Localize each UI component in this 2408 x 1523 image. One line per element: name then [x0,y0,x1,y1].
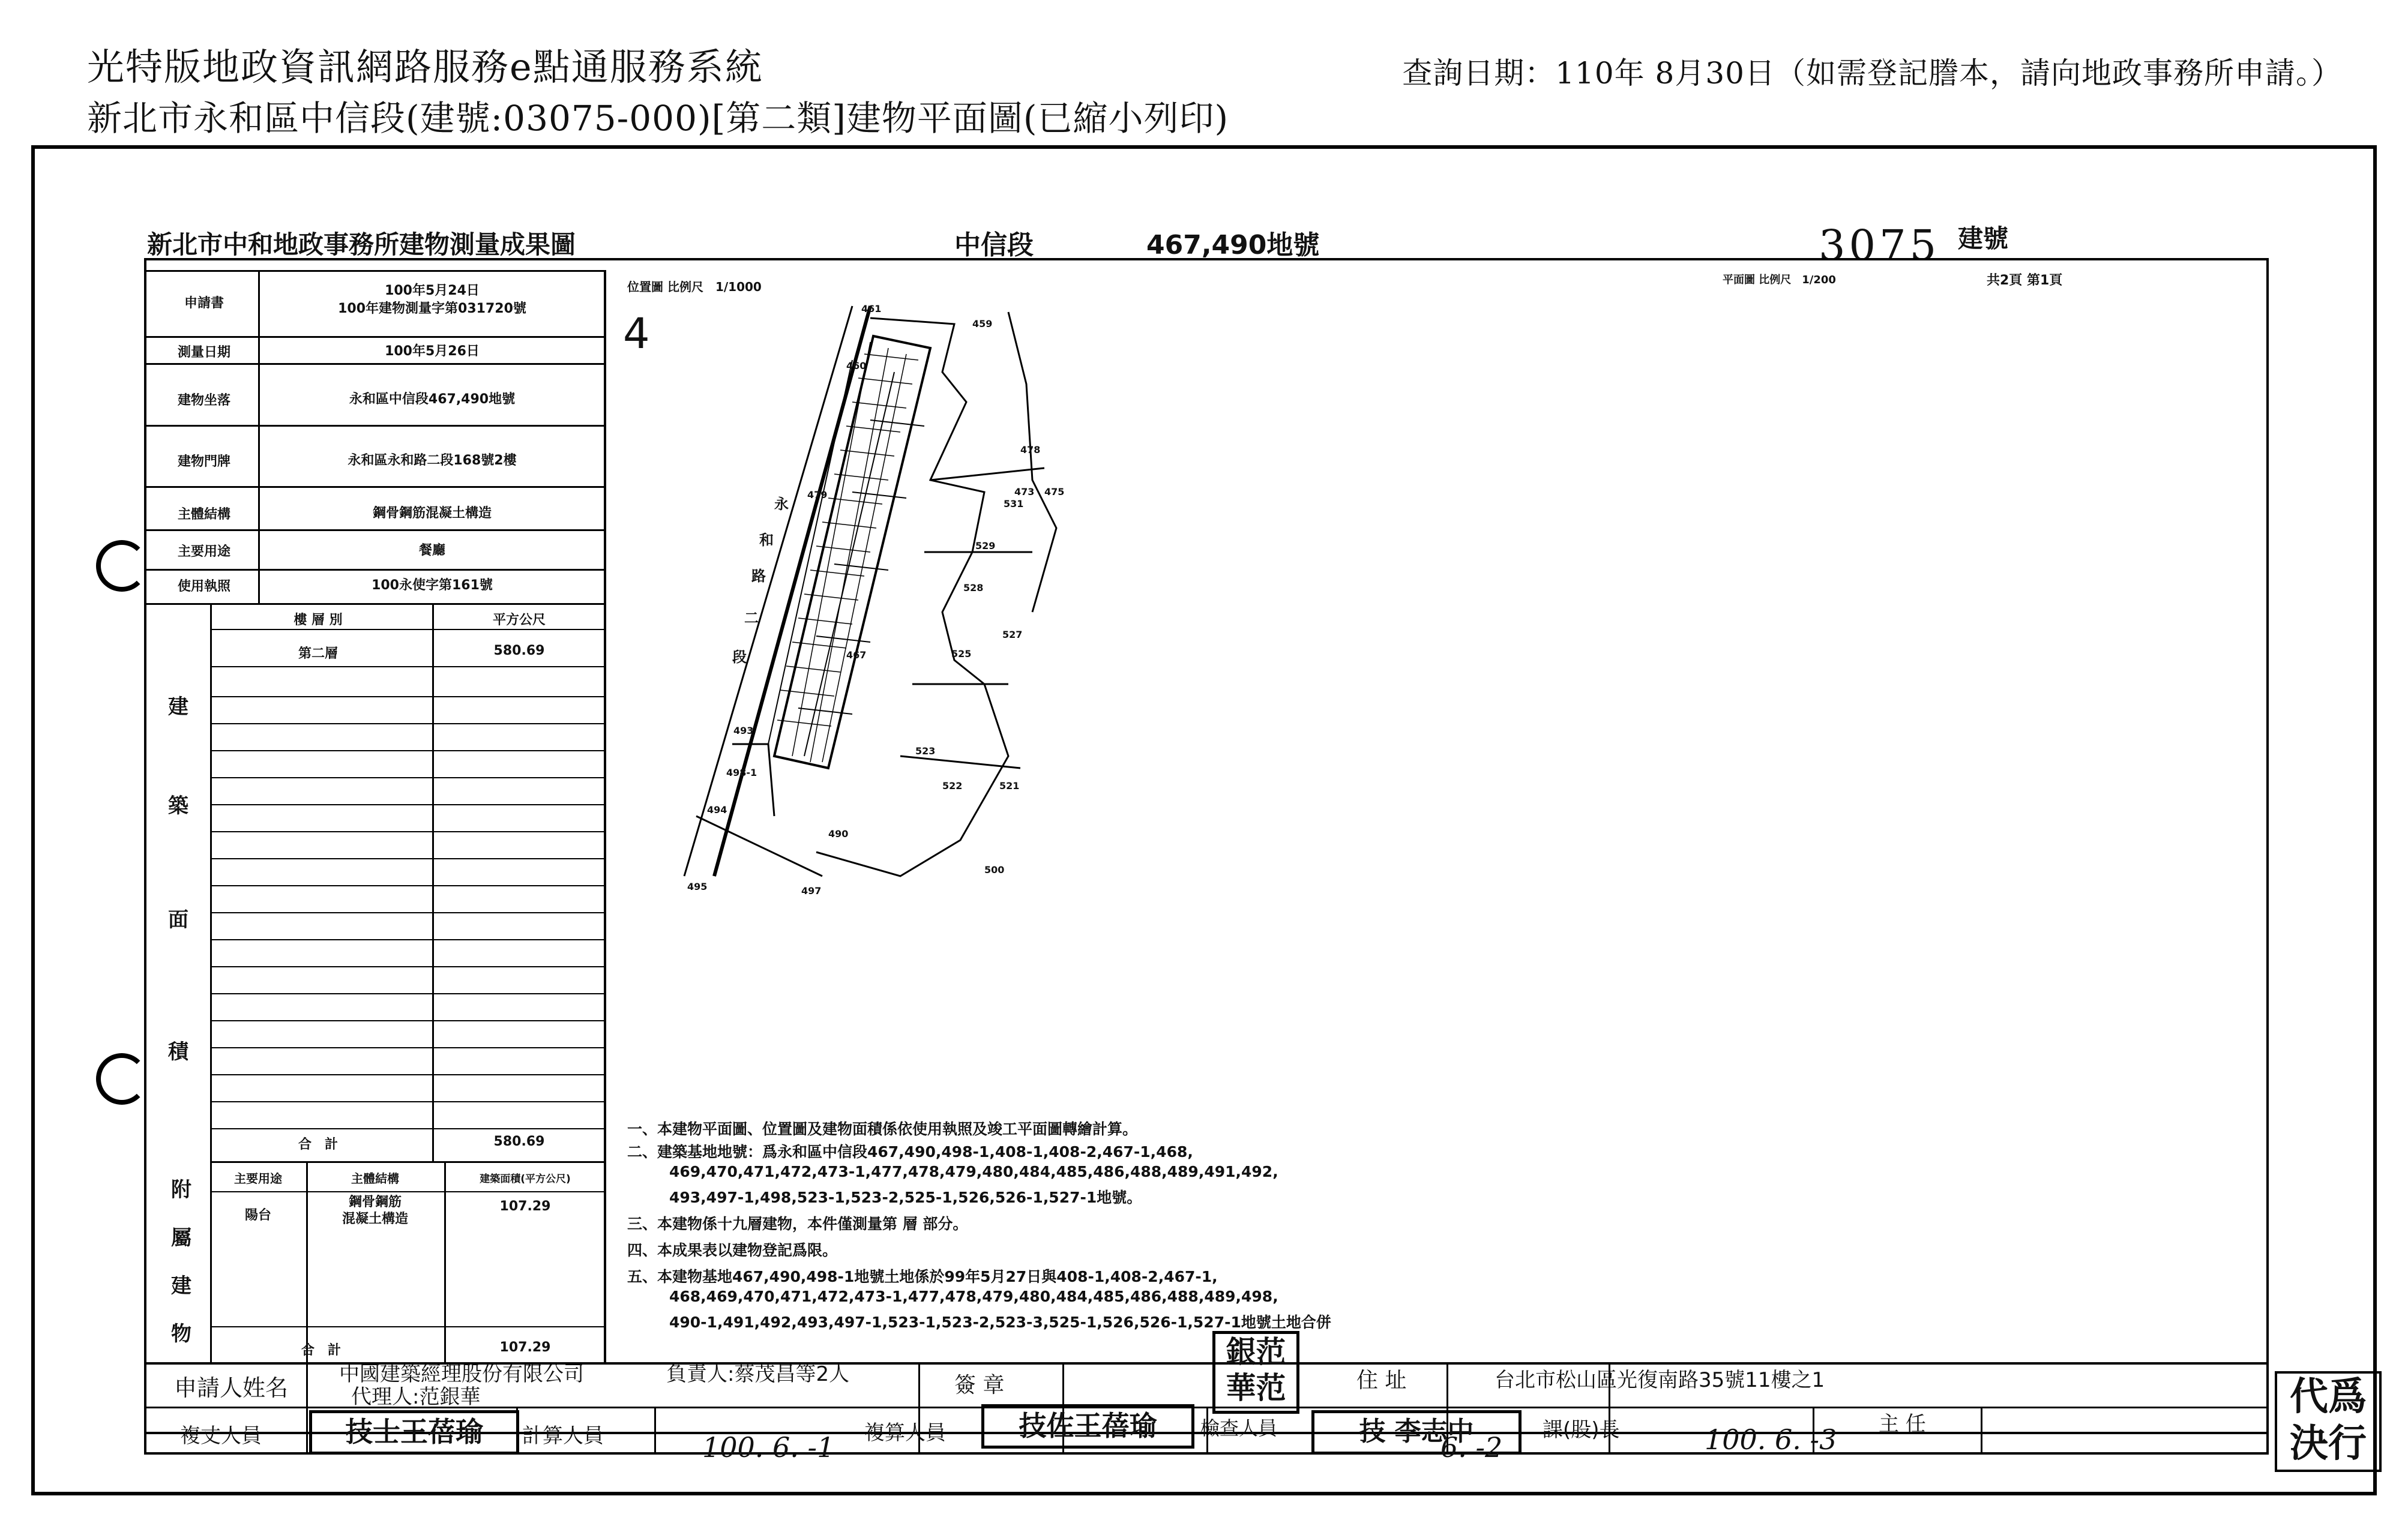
calc-label: 計算人員 [522,1424,604,1448]
annex-side-label: 物 [171,1322,191,1346]
north-arrow-icon: 4 [623,309,650,358]
sheet-title: 新北市中和地政事務所建物測量成果圖 [147,230,576,259]
parcel-boundary [900,756,1020,768]
parcel-number: 490 [828,828,849,840]
hatching [777,342,918,762]
page-title: 光特版地政資訊網路服務e點通服務系統 [87,45,763,89]
parcel-number: 495 [687,881,708,892]
parcel-number: 523 [915,745,936,757]
road-label: 和 [759,532,774,548]
date-handwritten: 6. -2 [1440,1431,1503,1464]
annex-area: 107.29 [499,1199,551,1214]
parcel-number: 531 [1004,498,1024,509]
area-floor-value: 580.69 [493,643,545,658]
annex-col-use: 主要用途 [234,1171,282,1186]
road-label: 二 [744,610,759,626]
recheck-stamp: 技佐王蓓瑜 [981,1404,1194,1449]
surveyor-stamp: 技士王蓓瑜 [309,1410,519,1455]
note-line: 469,470,471,472,473-1,477,478,479,480,484,485,486,488,489,491,492, [669,1163,1278,1180]
note-line: 493,497-1,498,523-1,523-2,525-1,526,526-1,527-1地號。 [669,1189,1142,1206]
info-label: 使用執照 [177,579,230,594]
info-value: 100年5月24日 100年建物測量字第031720號 [338,283,526,316]
note-line: 四、本成果表以建物登記爲限。 [627,1242,838,1259]
area-side-label: 積 [168,1040,188,1064]
info-value: 100永使字第161號 [372,578,493,593]
applicant-name: 中國建築經理股份有限公司 [339,1362,584,1386]
parcel-number: 479 [807,489,828,500]
info-label: 主體結構 [177,507,230,522]
parcel-number: 522 [942,780,963,792]
info-label: 建物坐落 [177,393,230,408]
floor-scale: 平面圖 比例尺 1/200 [1723,274,1836,286]
area-total-label: 合 計 [298,1137,338,1152]
punch-hole-icon [96,540,148,592]
area-side-label: 築 [168,794,188,818]
parcel-number: 473 [1014,486,1035,497]
inspect-label: 檢查人員 [1200,1417,1278,1440]
parcel-boundary [930,468,1044,480]
note-line: 五、本建物基地467,490,498-1地號土地係於99年5月27日與408-1,408-2,467-1, [627,1268,1218,1285]
parcel-number: 529 [975,540,996,551]
info-value: 鋼骨鋼筋混凝土構造 [372,506,492,521]
parcel-number: 497 [801,885,822,897]
parcel-number: 494 [707,804,727,816]
applicant-seal: 銀范 華范 [1212,1331,1299,1414]
annex-total: 107.29 [499,1340,551,1355]
building-number: 3075 [1819,221,1940,270]
parcel-number: 475 [1044,486,1065,497]
info-value: 永和區中信段467,490地號 [349,392,516,407]
note-line: 二、建築基地地號：爲永和區中信段467,490,498-1,408-1,408-2,467-1,468, [627,1143,1193,1161]
owner-name: 負責人:蔡茂昌等2人 [666,1362,850,1386]
inspect-stamp: 技 李志中 [1311,1410,1522,1455]
area-floor: 第二層 [298,646,338,661]
info-label: 測量日期 [177,345,230,360]
building-number-label: 建號 [1958,224,2009,253]
road-edge [684,306,852,876]
road-label: 路 [751,568,766,584]
surveyor-label: 複丈人員 [180,1424,262,1448]
address-label: 住 址 [1356,1368,1407,1393]
parcel-number: 460 [846,360,867,371]
note-line: 468,469,470,471,472,473-1,477,478,479,480,484,485,486,488,489,498, [669,1288,1278,1305]
note-line: 490-1,491,492,493,497-1,523-1,523-2,523-3,525-1,526,526-1,527-1地號土地合併 [669,1314,1331,1331]
annex-side-label: 屬 [171,1226,191,1250]
lot-numbers: 467,490地號 [1146,230,1320,260]
annex-side-label: 附 [171,1178,191,1202]
applicant-label: 申請人姓名 [174,1375,289,1401]
parcel-number: 527 [1002,629,1023,640]
info-label: 申請書 [184,296,224,311]
parcel-boundary [1008,312,1056,612]
parcel-number: 528 [963,582,984,593]
parcel-number: 467 [846,649,867,661]
info-value: 餐廳 [418,543,445,558]
annex-struct: 鋼骨鋼筋 混凝土構造 [342,1195,408,1227]
info-label: 主要用途 [177,544,230,559]
address: 台北市松山區光復南路35號11樓之1 [1494,1368,1825,1392]
area-col-floor: 樓 層 別 [293,613,343,628]
proxy-stamp: 代爲 決行 [2275,1371,2382,1472]
area-side-label: 面 [168,908,188,932]
info-value: 100年5月26日 [385,344,480,359]
area-total: 580.69 [493,1134,545,1149]
parcel-number: 498-1 [726,767,757,778]
road-label: 永 [774,496,789,512]
parcel-number: 493 [733,725,754,736]
parcel-boundary [732,744,774,816]
date-handwritten: 100. 6. -1 [702,1431,835,1464]
area-side-label: 建 [168,695,188,719]
query-date: 查詢日期：110年 8月30日（如需登記謄本，請向地政事務所申請。） [1402,56,2342,91]
punch-hole-icon [96,1053,148,1105]
section-name: 中信段 [954,230,1034,260]
note-line: 一、本建物平面圖、位置圖及建物面積係依使用執照及竣工平面圖轉繪計算。 [627,1120,1138,1138]
seal-label: 簽 章 [954,1373,1005,1398]
road-label: 段 [732,649,747,665]
page-subtitle: 新北市永和區中信段(建號:03075-000)[第二類]建物平面圖(已縮小列印) [87,98,1229,139]
area-col-sqm: 平方公尺 [492,613,546,628]
date-handwritten: 100. 6. -3 [1705,1423,1837,1456]
director-label: 主 任 [1879,1412,1926,1436]
road-edge [714,306,870,876]
annex-total-label: 合 計 [301,1343,341,1358]
parcel-number: 521 [999,780,1020,792]
info-label: 建物門牌 [177,454,230,469]
annex-col-area: 建築面積(平方公尺) [480,1173,571,1185]
note-line: 三、本建物係十九層建物，本件僅測量第 層 部分。 [627,1215,968,1233]
annex-col-struct: 主體結構 [351,1171,399,1186]
location-scale: 位置圖 比例尺 1/1000 [627,280,762,294]
chief-label: 課(股)長 [1543,1418,1620,1442]
parcel-number: 459 [972,318,993,329]
parcel-number: 478 [1020,444,1041,455]
annex-use: 陽台 [244,1208,271,1223]
parcel-number: 500 [984,864,1005,876]
annex-side-label: 建 [171,1274,191,1298]
location-map [672,300,1092,900]
parcel-number: 461 [861,303,882,314]
page-count: 共2頁 第1頁 [1987,273,2063,288]
parcel-number: 525 [951,648,972,659]
agent-name: 代理人:范銀華 [351,1385,481,1409]
info-value: 永和區永和路二段168號2樓 [348,453,517,468]
recheck-label: 複算人員 [864,1421,946,1445]
building-footprint [768,336,930,768]
